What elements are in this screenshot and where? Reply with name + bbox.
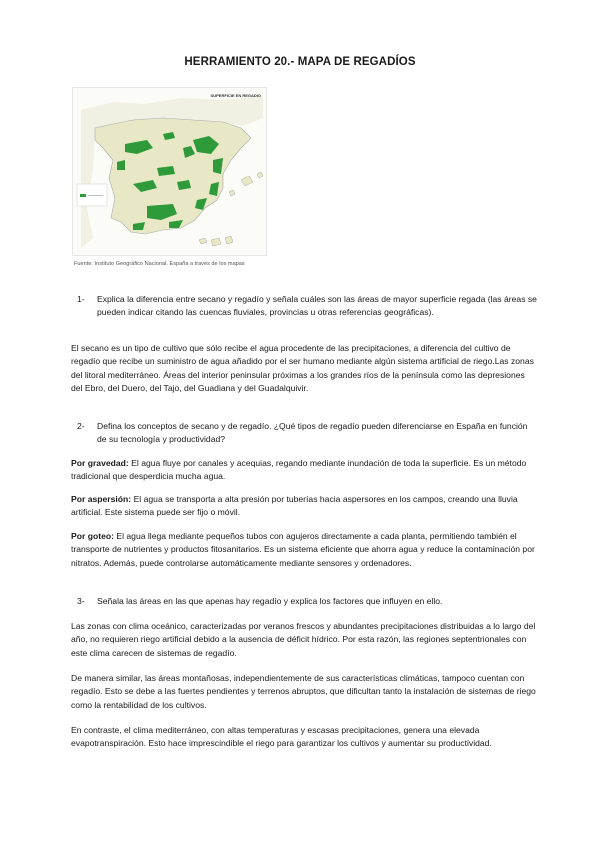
spain-irrigation-map-image <box>73 88 266 255</box>
term-label: Por aspersión: <box>71 494 132 504</box>
question-text: Explica la diferencia entre secano y regadío y señala cuáles son las áreas de mayor superficie regada (las áreas se pueden indicar citando las cuencas fluviales, provincias u otras referencias geográficas). <box>97 294 537 318</box>
question-3 <box>71 595 537 608</box>
question-1 <box>71 293 537 320</box>
irrigation-sprinkler <box>71 493 537 520</box>
question-2 <box>71 420 537 447</box>
question-number: 3- <box>77 596 85 606</box>
map-legend-swatch <box>80 194 86 197</box>
answer-1 <box>71 342 537 396</box>
question-number: 2- <box>77 421 85 431</box>
balearic-island <box>241 176 253 186</box>
irrigation-map <box>72 87 267 256</box>
answer-paragraph: De manera similar, las áreas montañosas, independientemente de sus características climáticas, tampoco cuentan con regadío. Esto se debe a las fuertes pendientes y terrenos abruptos, que dificultan tanto la instalación de sistemas de riego como la rentabilidad de los cultivos. <box>71 673 536 710</box>
answer-3-mediterranean <box>71 724 537 751</box>
map-legend-title: SUPERFICIE EN REGADIO <box>210 93 261 98</box>
answer-paragraph: Las zonas con clima oceánico, caracterizadas por veranos frescos y abundantes precipitaciones distribuidas a lo largo del año, no requieren riego artificial debido a la ausencia de déficit hídrico. Por esta razón, las regiones septentrionales con este clima carecen de sistemas de regadío. <box>71 621 536 658</box>
term-label: Por gravedad: <box>71 458 129 468</box>
map-legend-line <box>88 195 103 196</box>
term-definition: El agua se transporta a alta presión por tuberías hacia aspersores en los campos, creando una lluvia artificial. Este sistema puede ser fijo o móvil. <box>71 494 518 518</box>
document-title: HERRAMIENTO 20.- MAPA DE REGADÍOS <box>184 56 416 68</box>
term-label: Por goteo: <box>71 531 114 541</box>
irrigation-drip <box>71 530 537 570</box>
answer-3-mountain <box>71 672 537 712</box>
answer-paragraph: En contraste, el clima mediterráneo, con altas temperaturas y escasas precipitaciones, genera una elevada evapotranspiración. Esto hace imprescindible el riego para garantizar los cultivos y aumentar su productividad. <box>71 725 492 749</box>
balearic-island <box>229 190 235 196</box>
map-caption: Fuente: Instituto Geográfico Nacional. España a través de los mapas <box>74 261 245 267</box>
question-number: 1- <box>77 294 85 304</box>
answer-3-oceanic <box>71 620 537 660</box>
term-definition: El agua llega mediante pequeños tubos con agujeros directamente a cada planta, permitiendo también el transporte de nutrientes y productos fitosanitarios. Es un sistema eficiente que ahorra agua y reduce la contaminación por nitratos. Además, puede controlarse automáticamente mediante sensores y ordenadores. <box>71 531 535 568</box>
balearic-island <box>257 172 263 178</box>
canary-islands <box>199 236 233 246</box>
question-text: Señala las áreas en las que apenas hay regadío y explica los factores que influyen en ello. <box>97 596 443 606</box>
answer-paragraph: El secano es un tipo de cultivo que sólo recibe el agua procedente de las precipitaciones, a diferencia del cultivo de regadío que recibe un suministro de agua añadido por el ser humano mediante algún sistema artificial de riego.Las zonas del litoral mediterráneo. Áreas del interior peninsular próximas a los grandes ríos de la península como las depresiones del Ebro, del Duero, del Tajo, del Guadiana y del Guadalquivir. <box>71 343 534 394</box>
question-text: Defina los conceptos de secano y de regadío. ¿Qué tipos de regadío pueden diferenciarse en España en función de su tecnología y productividad? <box>97 421 528 445</box>
irrigation-gravity <box>71 457 537 484</box>
term-definition: El agua fluye por canales y acequias, regando mediante inundación de toda la superficie. Es un método tradicional que desperdicia mucha agua. <box>71 458 527 482</box>
